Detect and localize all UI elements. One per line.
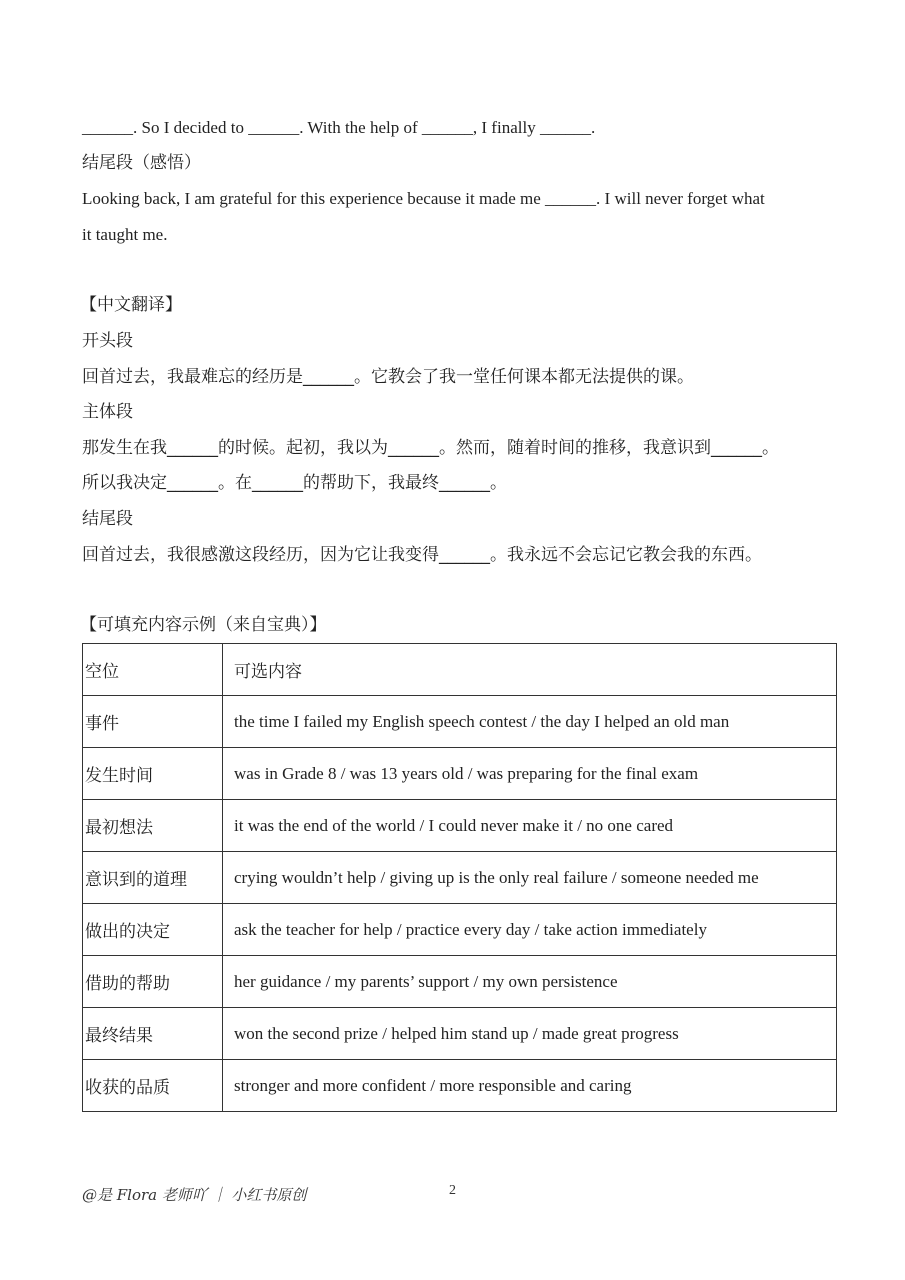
table-cell-options: her guidance / my parents’ support / my own persistence [223, 956, 837, 1008]
section-heading-translation: 【中文翻译】 [80, 295, 182, 315]
table-row [83, 956, 837, 1008]
body-line-conclusion-english: Looking back, I am grateful for this experience because it made me ______. I will never forget what [82, 189, 765, 208]
table-row [83, 904, 837, 956]
table-cell-slot: 事件 [83, 696, 223, 748]
subheading-ending: 结尾段 [82, 509, 133, 529]
subheading-main-body: 主体段 [82, 402, 133, 422]
table-cell-options: was in Grade 8 / was 13 years old / was preparing for the final exam [223, 748, 837, 800]
table-cell-options: it was the end of the world / I could never make it / no one cared [223, 800, 837, 852]
table-row [83, 748, 837, 800]
table-cell-slot: 发生时间 [83, 748, 223, 800]
table-header-cell: 可选内容 [223, 644, 837, 696]
section-heading-conclusion: 结尾段（感悟） [82, 153, 201, 173]
table-cell-options: the time I failed my English speech contest / the day I helped an old man [223, 696, 837, 748]
body-line-main-chinese: 那发生在我______的时候。起初，我以为______。然而，随着时间的推移，我意识到______。 [82, 438, 779, 458]
footer-credit: @是 Flora 老师吖 ｜ 小红书原创 [82, 1186, 307, 1204]
body-line-ending-chinese: 回首过去，我很感激这段经历，因为它让我变得______。我永远不会忘记它教会我的东西。 [82, 545, 762, 565]
table-cell-slot: 做出的决定 [83, 904, 223, 956]
body-line-opening-chinese: 回首过去，我最难忘的经历是______。它教会了我一堂任何课本都无法提供的课。 [82, 367, 694, 387]
table-row [83, 1008, 837, 1060]
table-cell-options: crying wouldn’t help / giving up is the only real failure / someone needed me [223, 852, 837, 904]
table-cell-slot: 意识到的道理 [83, 852, 223, 904]
table-cell-slot: 收获的品质 [83, 1060, 223, 1112]
body-line-main-chinese-cont: 所以我决定______。在______的帮助下，我最终______。 [82, 473, 507, 493]
table-cell-options: won the second prize / helped him stand up / made great progress [223, 1008, 837, 1060]
table-header-cell: 空位 [83, 644, 223, 696]
subheading-opening: 开头段 [82, 331, 133, 351]
body-line-conclusion-english-cont: it taught me. [82, 225, 168, 244]
table-row [83, 696, 837, 748]
table-cell-options: stronger and more confident / more responsible and caring [223, 1060, 837, 1112]
table-cell-slot: 最初想法 [83, 800, 223, 852]
table-cell-options: ask the teacher for help / practice every day / take action immediately [223, 904, 837, 956]
table-header-row [83, 644, 837, 696]
table-cell-slot: 最终结果 [83, 1008, 223, 1060]
fill-options-table [82, 643, 837, 1112]
section-heading-fill-examples: 【可填充内容示例（来自宝典）】 [80, 615, 327, 635]
body-line-outline-english: ______. So I decided to ______. With the help of ______, I finally ______. [82, 118, 596, 137]
table-row [83, 800, 837, 852]
table-row [83, 852, 837, 904]
table-cell-slot: 借助的帮助 [83, 956, 223, 1008]
table-row [83, 1060, 837, 1112]
page-number: 2 [449, 1183, 456, 1198]
